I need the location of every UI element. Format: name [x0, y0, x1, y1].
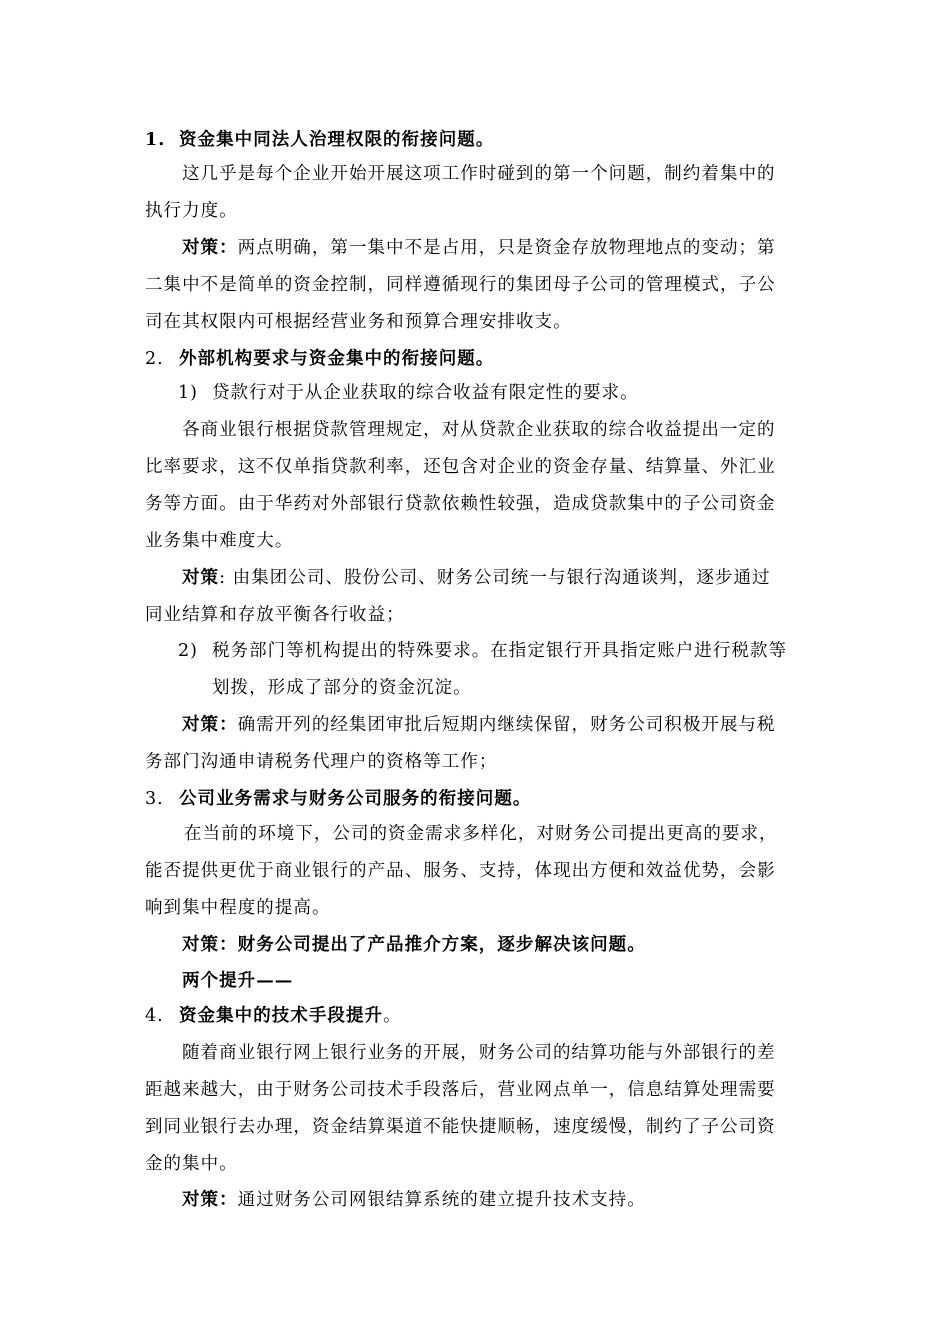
paragraph-line: 二集中不是简单的资金控制，同样遵循现行的集团母子公司的管理模式，子公 [145, 275, 776, 295]
countermeasure-line [182, 713, 776, 737]
countermeasure-text: 通过财务公司网银结算系统的建立提升技术支持。 [237, 1190, 646, 1210]
section-2-heading [145, 347, 494, 371]
paragraph-line: 这几乎是每个企业开始开展这项工作时碰到的第一个问题，制约着集中的 [182, 164, 776, 184]
countermeasure-label: 对策： [182, 1190, 238, 1210]
paragraph-line: 司在其权限内可根据经营业务和预算合理安排收支。 [145, 312, 572, 332]
list-item [178, 639, 787, 663]
section-number: 4. [145, 1006, 164, 1026]
paragraph-line: 划拨，形成了部分的资金沉淀。 [212, 678, 472, 698]
two-improvements-heading: 两个提升—— [182, 971, 294, 991]
list-number: 1) [178, 383, 199, 403]
paragraph-line: 务部门沟通申请税务代理户的资格等工作； [145, 752, 498, 772]
section-3-heading [145, 787, 531, 811]
heading-period: 。 [383, 1006, 402, 1026]
paragraph-line: 比率要求，这不仅单指贷款利率，还包含对企业的资金存量、结算量、外汇业 [145, 457, 776, 477]
section-1-heading [145, 128, 494, 152]
paragraph-line: 响到集中程度的提高。 [145, 898, 331, 918]
paragraph-line: 务等方面。由于华药对外部银行贷款依赖性较强，造成贷款集中的子公司资金 [145, 494, 776, 514]
heading-text: 公司业务需求与财务公司服务的衔接问题。 [179, 789, 532, 809]
heading-text: 资金集中同法人治理权限的衔接问题。 [179, 130, 495, 150]
countermeasure-label: 对策 [182, 568, 220, 588]
list-text: 贷款行对于从企业获取的综合收益有限定性的要求。 [212, 383, 639, 403]
section-4-heading [145, 1004, 402, 1028]
countermeasure-line [182, 566, 771, 590]
paragraph-line: 到同业银行去办理，资金结算渠道不能快捷顺畅，速度缓慢，制约了子公司资 [145, 1117, 776, 1137]
paragraph-line: 在当前的环境下，公司的资金需求多样化，对财务公司提出更高的要求， [184, 824, 778, 844]
countermeasure-line: 对策：财务公司提出了产品推介方案，逐步解决该问题。 [182, 935, 646, 955]
list-item [178, 381, 639, 405]
countermeasure-line [182, 1188, 646, 1212]
paragraph-line: 各商业银行根据贷款管理规定，对从贷款企业获取的综合收益提出一定的 [182, 420, 776, 440]
heading-text: 外部机构要求与资金集中的衔接问题。 [179, 349, 495, 369]
countermeasure-text: 两点明确，第一集中不是占用，只是资金存放物理地点的变动；第 [237, 238, 776, 258]
list-number: 2) [178, 641, 199, 661]
countermeasure-label: 对策： [182, 715, 238, 735]
paragraph-line: 能否提供更优于商业银行的产品、服务、支持，体现出方便和效益优势，会影 [145, 861, 776, 881]
section-number: 3. [145, 789, 164, 809]
list-text: 税务部门等机构提出的特殊要求。在指定银行开具指定账户进行税款等 [212, 641, 788, 661]
countermeasure-text: : 由集团公司、股份公司、财务公司统一与银行沟通谈判，逐步通过 [219, 568, 771, 588]
countermeasure-label: 对策： [182, 238, 238, 258]
countermeasure-line [182, 236, 776, 260]
paragraph-line: 随着商业银行网上银行业务的开展，财务公司的结算功能与外部银行的差 [182, 1043, 776, 1063]
paragraph-line: 业务集中难度大。 [145, 531, 294, 551]
section-number: 1. [145, 130, 166, 150]
countermeasure-text: 确需开列的经集团审批后短期内继续保留，财务公司积极开展与税 [237, 715, 776, 735]
paragraph-line: 金的集中。 [145, 1154, 238, 1174]
section-number: 2. [145, 349, 164, 369]
paragraph-line: 距越来越大，由于财务公司技术手段落后，营业网点单一，信息结算处理需要 [145, 1080, 776, 1100]
heading-text: 资金集中的技术手段提升 [179, 1006, 384, 1026]
paragraph-line: 同业结算和存放平衡各行收益； [145, 605, 405, 625]
paragraph-line: 执行力度。 [145, 201, 238, 221]
